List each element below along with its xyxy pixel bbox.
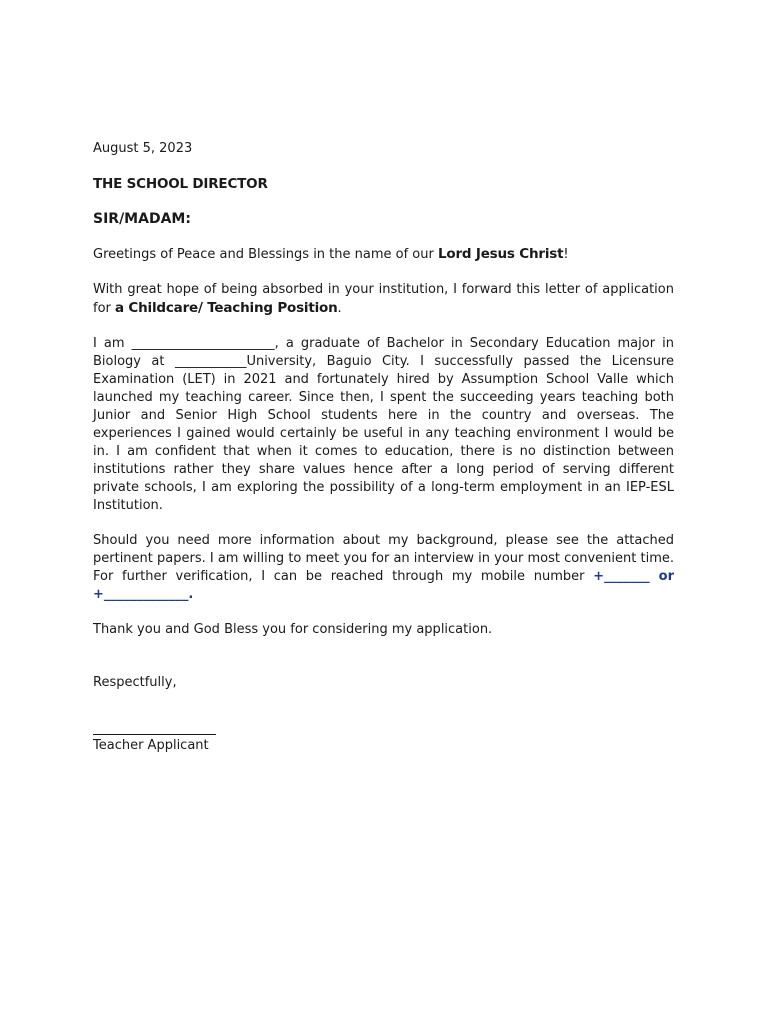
university-blank: ___________: [174, 354, 247, 369]
phone-blank-1: _______: [604, 569, 650, 584]
signature-line: [93, 734, 216, 735]
background-paragraph: [93, 335, 674, 515]
greeting-text: Greetings of Peace and Blessings in the name of our: [93, 247, 438, 262]
intro-text: With great hope of being absorbed in your institution, I forward this letter of application for: [93, 282, 674, 316]
phone-blank-2: _____________: [103, 587, 189, 602]
phone-plus-1: +: [593, 569, 605, 584]
background-start: I am: [93, 336, 132, 351]
thanks-paragraph: Thank you and God Bless you for considering my application.: [93, 622, 493, 637]
intro-end: .: [337, 301, 342, 316]
phone-plus-2: +: [93, 587, 104, 602]
closing: Respectfully,: [93, 675, 177, 690]
contact-text: Should you need more information about my background, please see the attached pertinent papers. I am willing to meet you for an interview in your most convenient time. For further verification, I can be reached through my mobile number: [93, 533, 674, 584]
position-title: a Childcare/ Teaching Position: [115, 300, 338, 316]
recipient: THE SCHOOL DIRECTOR: [93, 176, 268, 192]
application-letter: [93, 140, 674, 755]
salutation: SIR/MADAM:: [93, 211, 191, 227]
contact-end: .: [188, 587, 194, 602]
letter-date: August 5, 2023: [93, 141, 193, 156]
background-rest: University, Baguio City. I successfully passed the Licensure Examination (LET) in 2021 and fortunately hired by Assumption School Valle which launched my teaching career. Since then, I spent the succeeding years teaching both Junior and Senior High School students here in the country and overseas. The experiences I gained would certainly be useful in any teaching environment I would be in. I am confident that when it comes to education, there is no distinction between institutions rather they share values hence after a long period of serving different private schools, I am exploring the possibility of a long-term employment in an IEP-ESL Institution.: [93, 354, 674, 513]
contact-paragraph: [93, 532, 674, 604]
name-blank: ______________________: [131, 336, 275, 351]
or-text: or: [649, 569, 674, 584]
signature-title: Teacher Applicant: [93, 738, 209, 753]
background-mid: , a graduate of Bachelor in Secondary Education major in Biology at: [93, 336, 674, 369]
greeting-paragraph: [93, 245, 674, 264]
greeting-emphasis: Lord Jesus Christ: [437, 246, 564, 262]
greeting-end: !: [563, 247, 569, 262]
intro-paragraph: [93, 281, 674, 318]
